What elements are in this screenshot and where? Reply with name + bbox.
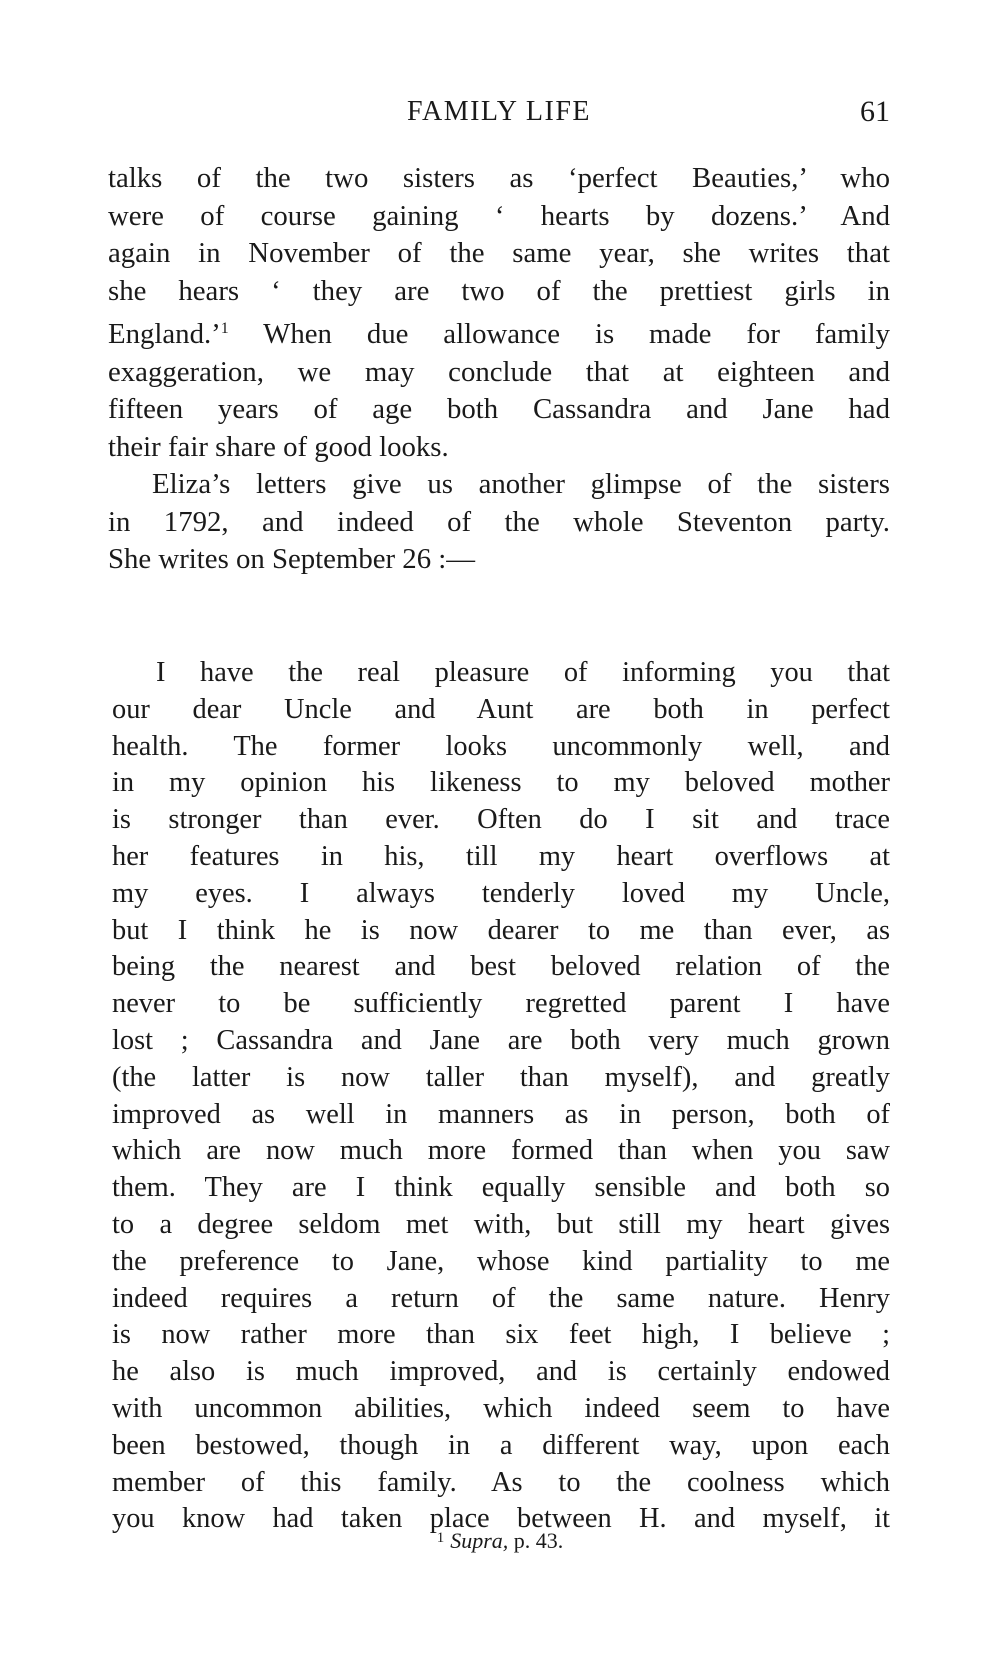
footnote-page: p. 43. [513,1528,564,1553]
text-line: fifteen years of age both Cassandra and Jane had [108,393,890,425]
quote-line: I have the real pleasure of informing you that [156,657,890,688]
quote-line: with uncommon abilities, which indeed seem to have [112,1392,890,1424]
text-line: talks of the two sisters as ‘perfect Beauties,’ who [108,162,890,194]
quote-line: which are now much more formed than when you saw [112,1135,890,1167]
page-number: 61 [860,95,890,128]
quote-line: lost ; Cassandra and Jane are both very much grown [112,1024,890,1056]
quote-line: (the latter is now taller than myself), and greatly [112,1061,890,1093]
quote-line: my eyes. I always tenderly loved my Uncle, [112,877,890,909]
quote-line: is stronger than ever. Often do I sit and trace [112,804,890,836]
text-line: She writes on September 26 :— [108,543,476,575]
text-fragment: England.’ [108,318,221,350]
quote-line: indeed requires a return of the same nature. Henry [112,1282,890,1314]
text-line: again in November of the same year, she writes that [108,237,890,269]
quote-line: he also is much improved, and is certainly endowed [112,1356,890,1388]
footnote-source: Supra, [450,1528,509,1553]
quote-line: them. They are I think equally sensible and both so [112,1172,890,1204]
body-text [108,160,890,579]
text-line: Eliza’s letters give us another glimpse of the sisters [152,468,890,500]
quote-line: been bestowed, though in a different way, upon each [112,1429,890,1461]
quote-line: you know had taken place between H. and myself, it [112,1503,890,1535]
text-line: she hears ‘ they are two of the prettiest girls in [108,274,890,307]
quote-line: the preference to Jane, whose kind partiality to me [112,1245,890,1277]
text-line: exaggeration, we may conclude that at eighteen and [108,355,890,388]
quote-line: our dear Uncle and Aunt are both in perfect [112,693,890,725]
text-line-with-footnote [108,310,890,354]
quote-line: but I think he is now dearer to me than ever, as [112,914,890,946]
text-line: were of course gaining ‘ hearts by dozens.’ And [108,199,890,232]
quote-line: health. The former looks uncommonly well, and [112,730,890,762]
quote-line: in my opinion his likeness to my beloved mother [112,767,890,799]
quote-line: her features in his, till my heart overflows at [112,840,890,872]
letter-quotation [112,655,890,1538]
quote-line: member of this family. As to the coolness which [112,1466,890,1498]
quote-line: is now rather more than six feet high, I believe ; [112,1319,890,1351]
paragraph-1 [108,160,890,466]
running-head [108,92,890,132]
quote-line: never to be sufficiently regretted parent I have [112,988,890,1020]
text-line: their fair share of good looks. [108,430,449,463]
quote-line: improved as well in manners as in person, both of [112,1098,890,1130]
paragraph-2 [108,466,890,579]
footnote [0,1528,1000,1554]
quote-line: being the nearest and best beloved relation of the [112,951,890,983]
quote-line: to a degree seldom met with, but still my heart gives [112,1208,890,1240]
text-fragment: When due allowance is made for family [263,318,890,350]
text-line: in 1792, and indeed of the whole Steventon party. [108,505,890,538]
footnote-mark: 1 [436,1530,445,1546]
footnote-reference: 1 [220,320,229,337]
chapter-title: FAMILY LIFE [406,96,592,127]
